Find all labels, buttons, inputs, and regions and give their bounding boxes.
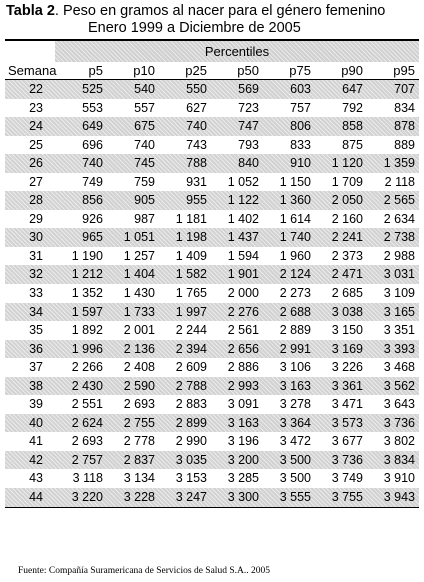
- table-label: Tabla 2: [6, 3, 55, 19]
- value-cell: 2 988: [383, 248, 415, 263]
- value-cell: 550: [186, 82, 207, 96]
- value-cell: 740: [134, 137, 155, 152]
- value-cell: 1 997: [175, 304, 207, 319]
- group-header-row: [5, 41, 419, 62]
- value-cell: 3 031: [383, 267, 415, 282]
- value-cell: 3 573: [331, 415, 363, 430]
- value-cell: 1 402: [227, 211, 259, 226]
- bottom-rule: [5, 507, 419, 508]
- value-cell: 1 052: [227, 174, 259, 189]
- value-cell: 1 150: [279, 174, 311, 189]
- value-cell: 1 352: [71, 286, 103, 301]
- week-cell: 39: [29, 397, 43, 412]
- value-cell: 3 035: [175, 452, 207, 467]
- value-cell: 3 247: [175, 490, 207, 505]
- value-cell: 931: [186, 174, 207, 189]
- week-cell: 43: [29, 471, 43, 486]
- value-cell: 1 765: [175, 286, 207, 301]
- value-cell: 1 733: [123, 304, 155, 319]
- value-cell: 3 153: [175, 471, 207, 486]
- value-cell: 2 899: [175, 415, 207, 430]
- table-row: [5, 469, 419, 488]
- value-cell: 2 118: [384, 174, 415, 189]
- value-cell: 2 124: [279, 267, 311, 282]
- week-cell: 38: [29, 378, 43, 393]
- value-cell: 2 990: [175, 434, 207, 449]
- value-cell: 910: [290, 156, 311, 171]
- value-cell: 3 038: [331, 304, 363, 319]
- week-cell: 31: [29, 248, 43, 263]
- value-cell: 675: [134, 119, 155, 134]
- table-subtitle: Enero 1999 a Diciembre de 2005: [88, 20, 301, 36]
- value-cell: 856: [82, 193, 103, 208]
- table-row: [5, 228, 419, 247]
- value-cell: 858: [342, 119, 363, 134]
- value-cell: 1 212: [71, 267, 103, 282]
- value-cell: 1 198: [175, 230, 207, 245]
- value-cell: 878: [394, 119, 415, 134]
- value-cell: 2 266: [71, 360, 103, 375]
- value-cell: 2 624: [71, 415, 103, 430]
- value-cell: 3 351: [383, 323, 415, 338]
- value-cell: 833: [290, 137, 311, 152]
- value-cell: 3 802: [383, 434, 415, 449]
- value-cell: 3 118: [72, 471, 103, 486]
- value-cell: 3 091: [227, 397, 259, 412]
- value-cell: 2 561: [227, 323, 259, 338]
- table-row: [5, 99, 419, 118]
- value-cell: 3 285: [227, 471, 259, 486]
- table-row: [5, 377, 419, 396]
- value-cell: 745: [134, 156, 155, 171]
- value-cell: 1 582: [175, 267, 207, 282]
- title-line: [6, 3, 420, 20]
- value-cell: 2 160: [331, 211, 363, 226]
- group-header-spacer: [5, 41, 55, 62]
- value-cell: 955: [186, 193, 207, 208]
- week-cell: 27: [29, 174, 43, 189]
- week-cell: 25: [29, 137, 43, 152]
- value-cell: 2 634: [383, 211, 415, 226]
- value-cell: 2 693: [71, 434, 103, 449]
- value-cell: 2 757: [71, 452, 103, 467]
- table-row: [5, 80, 419, 99]
- value-cell: 2 883: [175, 397, 207, 412]
- value-cell: 1 996: [71, 341, 103, 356]
- week-cell: 29: [29, 211, 43, 226]
- value-cell: 1 437: [227, 230, 259, 245]
- value-cell: 1 359: [383, 156, 415, 171]
- week-cell: 42: [29, 452, 43, 467]
- value-cell: 3 834: [383, 452, 415, 467]
- value-cell: 3 500: [279, 452, 311, 467]
- value-cell: 2 685: [331, 286, 363, 301]
- value-cell: 905: [134, 193, 155, 208]
- value-cell: 793: [238, 137, 259, 152]
- value-cell: 3 736: [383, 415, 415, 430]
- value-cell: 965: [82, 230, 103, 245]
- value-cell: 3 226: [331, 360, 363, 375]
- title-text: . Peso en gramos al nacer para el género femenino: [54, 3, 386, 19]
- value-cell: 3 364: [279, 415, 311, 430]
- column-header: p95: [393, 63, 415, 78]
- value-cell: 3 643: [383, 397, 415, 412]
- value-cell: 3 169: [331, 341, 363, 356]
- value-cell: 759: [134, 174, 155, 189]
- value-cell: 2 373: [331, 248, 363, 263]
- value-cell: 875: [342, 137, 363, 152]
- week-cell: 32: [29, 267, 43, 282]
- value-cell: 3 910: [383, 471, 415, 486]
- value-cell: 1 709: [331, 174, 363, 189]
- value-cell: 1 430: [123, 286, 155, 301]
- value-cell: 1 360: [279, 193, 311, 208]
- value-cell: 3 472: [279, 434, 311, 449]
- week-cell: 35: [29, 323, 43, 338]
- value-cell: 2 837: [123, 452, 155, 467]
- value-cell: 1 120: [331, 156, 363, 171]
- value-cell: 647: [342, 82, 363, 96]
- table-row: [5, 210, 419, 229]
- week-cell: 41: [29, 434, 43, 449]
- value-cell: 2 471: [331, 267, 363, 282]
- value-cell: 2 656: [227, 341, 259, 356]
- value-cell: 3 228: [123, 490, 155, 505]
- table-row: [5, 284, 419, 303]
- table-row: [5, 340, 419, 359]
- value-cell: 1 122: [227, 193, 259, 208]
- column-header: p90: [341, 63, 363, 78]
- value-cell: 2 609: [175, 360, 207, 375]
- value-cell: 788: [186, 156, 207, 171]
- value-cell: 3 393: [383, 341, 415, 356]
- value-cell: 2 136: [123, 341, 155, 356]
- value-cell: 2 886: [227, 360, 259, 375]
- value-cell: 2 273: [279, 286, 311, 301]
- group-header-percentiles: Percentiles: [55, 41, 419, 62]
- table-row: [5, 173, 419, 192]
- value-cell: 743: [186, 137, 207, 152]
- value-cell: 3 468: [383, 360, 415, 375]
- week-cell: 30: [29, 230, 43, 245]
- table-row: [5, 395, 419, 414]
- value-cell: 1 404: [123, 267, 155, 282]
- value-cell: 627: [186, 100, 207, 115]
- table-row: [5, 247, 419, 266]
- value-cell: 2 408: [123, 360, 155, 375]
- value-cell: 2 738: [383, 230, 415, 245]
- value-cell: 3 361: [331, 378, 363, 393]
- value-cell: 3 736: [331, 452, 363, 467]
- table-row: [5, 358, 419, 377]
- value-cell: 3 163: [227, 415, 259, 430]
- value-cell: 987: [134, 211, 155, 226]
- value-cell: 2 693: [123, 397, 155, 412]
- table-row: [5, 451, 419, 470]
- table-row: [5, 321, 419, 340]
- value-cell: 3 562: [383, 378, 415, 393]
- value-cell: 3 165: [383, 304, 415, 319]
- value-cell: 2 050: [331, 193, 363, 208]
- week-cell: 26: [29, 156, 43, 171]
- value-cell: 2 001: [123, 323, 155, 338]
- column-header: p5: [88, 63, 103, 78]
- week-cell: 24: [29, 119, 43, 134]
- value-cell: 3 134: [123, 471, 155, 486]
- value-cell: 525: [82, 82, 103, 96]
- table-row: [5, 303, 419, 322]
- value-cell: 740: [186, 119, 207, 134]
- table-body: [5, 80, 419, 507]
- week-cell: 28: [29, 193, 43, 208]
- value-cell: 603: [290, 82, 311, 96]
- value-cell: 1 594: [227, 248, 259, 263]
- value-cell: 3 200: [227, 452, 259, 467]
- value-cell: 2 000: [227, 286, 259, 301]
- week-cell: 22: [29, 82, 43, 96]
- week-cell: 44: [29, 490, 43, 505]
- table-title: [6, 3, 420, 37]
- value-cell: 3 755: [331, 490, 363, 505]
- value-cell: 1 409: [175, 248, 207, 263]
- value-cell: 747: [238, 119, 259, 134]
- value-cell: 2 241: [331, 230, 363, 245]
- value-cell: 3 500: [279, 471, 311, 486]
- value-cell: 553: [82, 100, 103, 115]
- value-cell: 1 960: [279, 248, 311, 263]
- value-cell: 1 740: [279, 230, 311, 245]
- value-cell: 569: [238, 82, 259, 96]
- week-cell: 23: [29, 100, 43, 115]
- percentile-table: [5, 39, 419, 508]
- value-cell: 1 901: [227, 267, 259, 282]
- value-cell: 3 163: [279, 378, 311, 393]
- value-cell: 3 300: [227, 490, 259, 505]
- value-cell: 3 220: [71, 490, 103, 505]
- value-cell: 1 257: [123, 248, 155, 263]
- week-cell: 33: [29, 286, 43, 301]
- value-cell: 749: [82, 174, 103, 189]
- table-row: [5, 488, 419, 507]
- value-cell: 2 551: [71, 397, 103, 412]
- column-header: Semana: [8, 63, 57, 78]
- value-cell: 926: [82, 211, 103, 226]
- column-header: p75: [289, 63, 311, 78]
- value-cell: 3 150: [331, 323, 363, 338]
- value-cell: 696: [82, 137, 103, 152]
- week-cell: 37: [29, 360, 43, 375]
- table-row: [5, 191, 419, 210]
- table-row: [5, 432, 419, 451]
- value-cell: 2 430: [71, 378, 103, 393]
- value-cell: 2 788: [175, 378, 207, 393]
- value-cell: 792: [342, 100, 363, 115]
- value-cell: 2 394: [175, 341, 207, 356]
- value-cell: 3 943: [383, 490, 415, 505]
- value-cell: 2 889: [279, 323, 311, 338]
- week-cell: 36: [29, 341, 43, 356]
- value-cell: 3 555: [279, 490, 311, 505]
- value-cell: 3 471: [331, 397, 363, 412]
- week-cell: 34: [29, 304, 43, 319]
- value-cell: 3 196: [227, 434, 259, 449]
- column-header: p10: [133, 63, 155, 78]
- week-cell: 40: [29, 415, 43, 430]
- value-cell: 834: [394, 100, 415, 115]
- value-cell: 2 276: [227, 304, 259, 319]
- value-cell: 3 106: [279, 360, 311, 375]
- value-cell: 2 590: [123, 378, 155, 393]
- value-cell: 540: [134, 82, 155, 96]
- value-cell: 707: [394, 82, 415, 96]
- value-cell: 3 749: [331, 471, 363, 486]
- value-cell: 1 190: [71, 248, 103, 263]
- value-cell: 649: [82, 119, 103, 134]
- value-cell: 2 778: [123, 434, 155, 449]
- value-cell: 2 244: [175, 323, 207, 338]
- table-row: [5, 154, 419, 173]
- value-cell: 2 993: [227, 378, 259, 393]
- value-cell: 1 181: [175, 211, 207, 226]
- value-cell: 3 109: [383, 286, 415, 301]
- value-cell: 889: [394, 137, 415, 152]
- table-row: [5, 136, 419, 155]
- value-cell: 3 677: [331, 434, 363, 449]
- table-row: [5, 265, 419, 284]
- value-cell: 723: [238, 100, 259, 115]
- value-cell: 3 278: [279, 397, 311, 412]
- value-cell: 757: [290, 100, 311, 115]
- source-note: Fuente: Compañía Suramericana de Servicios de Salud S.A.. 2005: [18, 566, 270, 576]
- value-cell: 1 597: [71, 304, 103, 319]
- value-cell: 1 051: [123, 230, 155, 245]
- value-cell: 2 991: [279, 341, 311, 356]
- value-cell: 2 688: [279, 304, 311, 319]
- value-cell: 2 755: [123, 415, 155, 430]
- value-cell: 740: [82, 156, 103, 171]
- value-cell: 557: [134, 100, 155, 115]
- table-row: [5, 414, 419, 433]
- column-header: p50: [237, 63, 259, 78]
- value-cell: 840: [238, 156, 259, 171]
- table-row: [5, 117, 419, 136]
- column-header-row: [5, 62, 419, 79]
- value-cell: 1 892: [71, 323, 103, 338]
- column-header: p25: [185, 63, 207, 78]
- value-cell: 2 565: [383, 193, 415, 208]
- value-cell: 1 614: [279, 211, 311, 226]
- value-cell: 806: [290, 119, 311, 134]
